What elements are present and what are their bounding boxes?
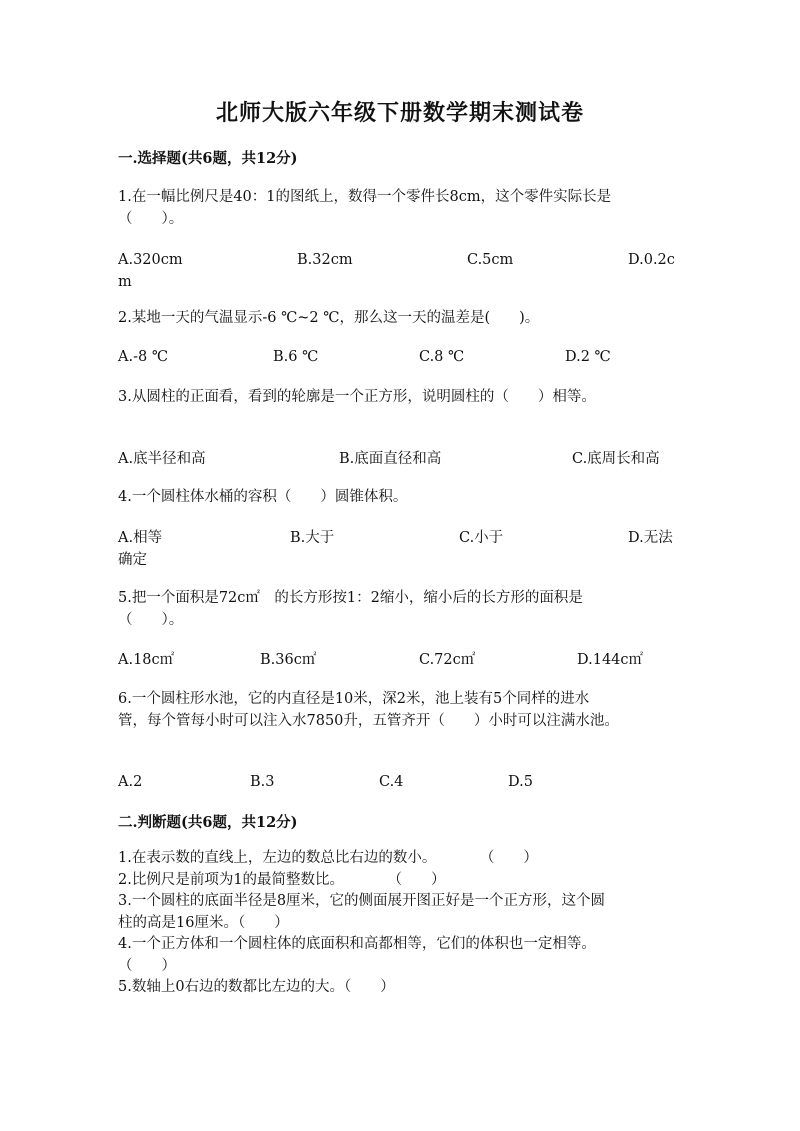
q3-option-c: C.底周长和高 [572,451,660,467]
q5-option-c: C.72c㎡ [419,652,476,668]
q1-option-a: A.320cm [118,252,183,268]
q1-option-b: B.32cm [297,252,353,268]
q2-option-a: A.-8 ℃ [118,349,169,365]
page-title: 北师大版六年级下册数学期末测试卷 [215,100,584,126]
q5-option-d: D.144c㎡ [577,652,644,668]
q6-option-a: A.2 [118,774,143,790]
q4-option-wrap: 确定 [118,552,147,568]
section-1-header: 一.选择题(共6题，共12分) [118,150,298,167]
q3-stem: 3.从圆柱的正面看，看到的轮廓是一个正方形，说明圆柱的（ ）相等。 [118,389,596,405]
q3-option-b: B.底面直径和高 [339,451,442,467]
q3-option-a: A.底半径和高 [118,451,206,467]
q1-stem-line1: 1.在一幅比例尺是40：1的图纸上，数得一个零件长8cm，这个零件实际长是 [118,189,612,205]
q1-option-d: D.0.2c [628,252,675,268]
q2-option-c: C.8 ℃ [419,349,465,365]
judge-item-5: 5.数轴上0右边的数都比左边的大。（ ） [118,979,395,995]
q5-option-a: A.18c㎡ [118,652,175,668]
q6-option-d: D.5 [508,774,533,790]
judge-item-3-line1: 3.一个圆柱的底面半径是8厘米，它的侧面展开图正好是一个正方形，这个圆 [118,893,606,909]
q2-stem: 2.某地一天的气温显示-6 ℃~2 ℃，那么这一天的温差是( )。 [118,310,540,326]
q4-option-b: B.大于 [290,530,335,546]
judge-item-1: 1.在表示数的直线上，左边的数总比右边的数小。 （ ） [118,850,538,866]
section-2-header: 二.判断题(共6题，共12分) [118,814,298,831]
q6-stem-line2: 管，每个管每小时可以注入水7850升，五管齐开（ ）小时可以注满水池。 [118,713,619,729]
q6-option-c: C.4 [379,774,404,790]
q2-option-d: D.2 ℃ [565,349,611,365]
q2-option-b: B.6 ℃ [273,349,319,365]
judge-item-3-line2: 柱的高是16厘米。（ ） [118,915,289,931]
judge-item-4-line1: 4.一个正方体和一个圆柱体的底面积和高都相等，它们的体积也一定相等。 [118,936,596,952]
q4-stem: 4.一个圆柱体水桶的容积（ ）圆锥体积。 [118,489,408,505]
q6-stem-line1: 6.一个圆柱形水池，它的内直径是10米，深2米，池上装有5个同样的进水 [118,691,590,707]
q5-stem-line1: 5.把一个面积是72c㎡ 的长方形按1：2缩小，缩小后的长方形的面积是 [118,590,583,606]
q1-option-c: C.5cm [467,252,514,268]
q5-option-b: B.36c㎡ [260,652,317,668]
q1-option-wrap: m [118,274,132,290]
q4-option-d: D.无法 [628,530,673,546]
judge-item-4-line2: （ ） [118,958,176,974]
judge-item-2: 2.比例尺是前项为1的最简整数比。 （ ） [118,872,446,888]
q1-stem-line2: （ ）。 [118,211,184,227]
q4-option-c: C.小于 [459,530,504,546]
q4-option-a: A.相等 [118,530,163,546]
q5-stem-line2: （ ）。 [118,612,184,628]
q6-option-b: B.3 [250,774,275,790]
